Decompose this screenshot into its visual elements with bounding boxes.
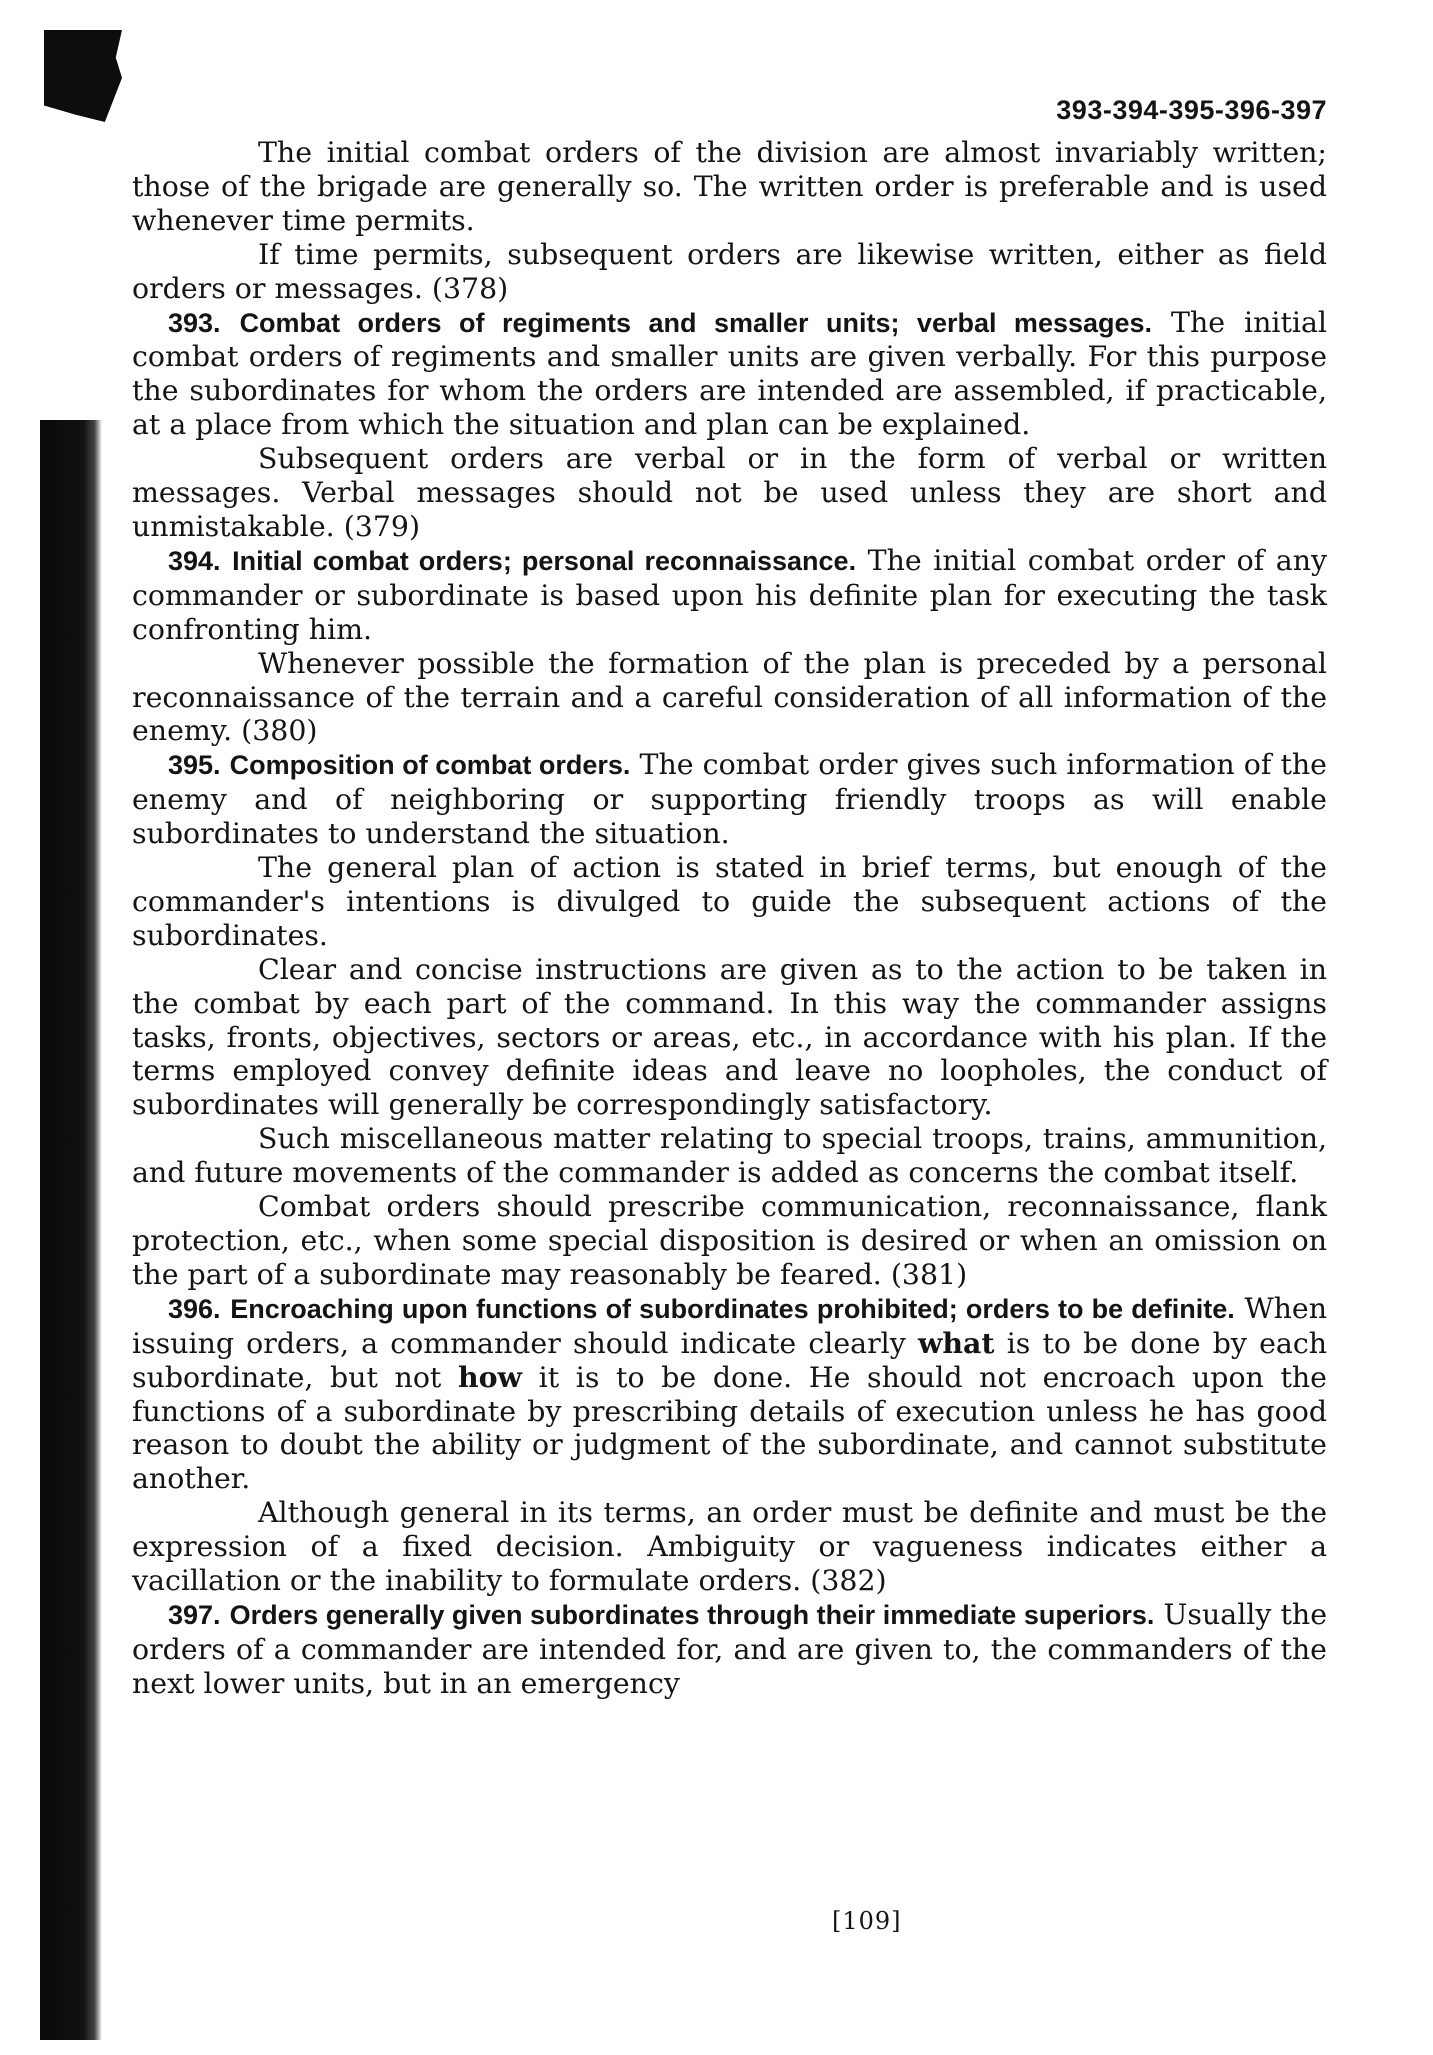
paragraph: Combat orders should prescribe communication, reconnaissance, flank protection, etc., when some special disposition is desired or when an omission on the part of a subordinate may reasonably be feared. (381) [132,1190,1327,1291]
section-title: Encroaching upon functions of subordinates prohibited; orders to be definite. [230,1293,1235,1324]
paragraph: Although general in its terms, an order must be definite and must be the expression of a fixed decision. Ambiguity or vagueness indicates either a vacillation or the inability to formulate orders. (382) [132,1496,1327,1598]
emphasis-what: what [917,1325,995,1360]
section-397 [132,1598,1327,1701]
section-395 [132,748,1327,851]
running-header: 393-394-395-396-397 [1056,95,1327,125]
section-number: 397. [168,1599,221,1630]
section-394 [132,544,1327,647]
scan-binding-shadow [40,420,102,2040]
section-body: The combat order gives such information of the enemy and of neighboring or supporting friendly troops as will enable subordinates to understand the situation. [132,748,1327,851]
paragraph: Subsequent orders are verbal or in the form of verbal or written messages. Verbal messages should not be used unless they are short and unmistakable. (379) [132,442,1327,543]
section-number: 394. [168,545,221,576]
scan-corner-mark [44,30,122,122]
section-body: When issuing orders, a commander should indicate clearly [132,1291,1328,1360]
section-396 [132,1292,1327,1496]
emphasis-how: how [457,1359,522,1394]
paragraph: Clear and concise instructions are given as to the action to be taken in the combat by each part of the command. In this way the commander assigns tasks, fronts, objectives, sectors or areas, etc., in accordance with his plan. If the terms employed convey definite ideas and leave no loopholes, the conduct of subordinates will generally be correspondingly satisfactory. [132,952,1327,1122]
page-number: [109] [832,1907,902,1935]
section-body: is to be done by each subordinate, but not [132,1326,1328,1394]
paragraph: The initial combat orders of the division are almost invariably written; those of the brigade are generally so. The written order is preferable and is used whenever time permits. [132,136,1327,237]
section-title: Composition of combat orders. [229,750,631,781]
paragraph: The general plan of action is stated in brief terms, but enough of the commander's intentions is divulged to guide the subsequent actions of the subordinates. [132,851,1327,952]
section-body: Usually the orders of a commander are intended for, and are given to, the commanders of the next lower units, but in an emergency [132,1597,1327,1700]
paragraph: If time permits, subsequent orders are likewise written, either as field orders or messages. (378) [132,237,1327,305]
paragraph: Such miscellaneous matter relating to special troops, trains, ammunition, and future movements of the commander is added as concerns the combat itself. [132,1122,1327,1190]
section-body: it is to be done. He should not encroach upon the functions of a subordinate by prescribing details of execution unless he has good reason to doubt the ability or judgment of the subordinate, and cannot substitute another. [132,1360,1327,1496]
document-page [132,95,1328,1935]
section-number: 393. [168,307,221,338]
section-number: 396. [168,1293,221,1324]
paragraph: Whenever possible the formation of the plan is preceded by a personal reconnaissance of the terrain and a careful consideration of all information of the enemy. (380) [132,646,1327,748]
section-body: The initial combat orders of regiments and smaller units are given verbally. For this purpose the subordinates for whom the orders are intended are assembled, if practicable, at a place from which the situation and plan can be explained. [132,305,1327,442]
section-393 [132,306,1327,443]
section-number: 395. [168,750,221,781]
section-title: Orders generally given subordinates through their immediate superiors. [229,1599,1155,1630]
section-title: Initial combat orders; personal reconnaissance. [232,545,857,576]
section-body: The initial combat order of any commander or subordinate is based upon his definite plan for executing the task confronting him. [132,543,1328,646]
section-title: Combat orders of regiments and smaller units; verbal messages. [239,307,1153,338]
